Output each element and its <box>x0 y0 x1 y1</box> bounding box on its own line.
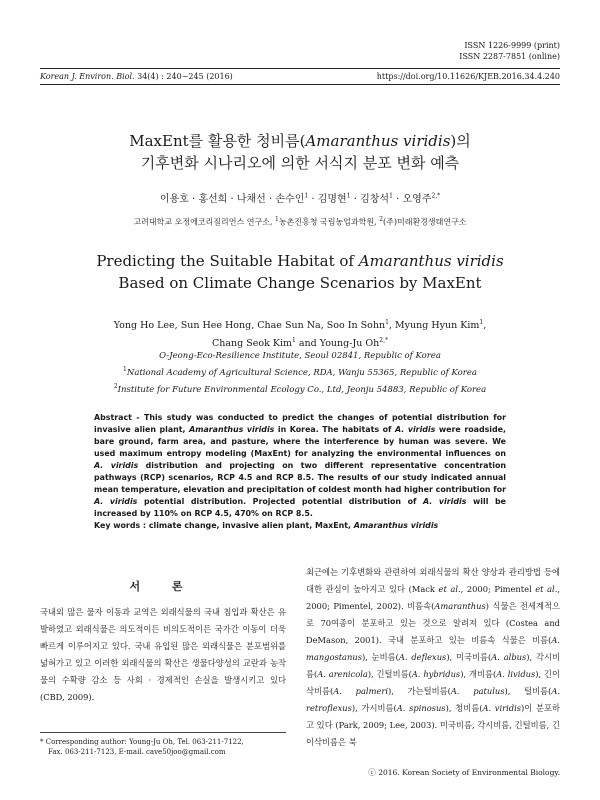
intro-paragraph-1: 국내외 많은 물자 이동과 교역은 외래식물의 국내 침입과 확산은 유발하였고 외래식물은 의도적이든 비의도적이든 국가간 이동이 더욱 빠르게 이루어지고 있다. 국내 유입된 많은 외래식물은 분포범위를 넓혀가고 있고 이러한 외래식물의 확산은 생물다양성의 교란과 농작물의 수확량 감소 등 사회 · 경제적인 손실을 발생시키고 있다 (CBD, 2009). <box>40 607 286 702</box>
section-heading-intro: 서 론 <box>129 580 197 593</box>
journal-citation <box>40 69 233 84</box>
keywords: Key words : climate change, invasive alien plant, MaxEnt, Amaranthus viridis <box>94 521 439 530</box>
affiliation-2: $^2$Institute for Future Environmental Ecology Co., Ltd, Jeonju 54883, Republic of Korea <box>113 382 487 395</box>
journal-volume-pages: 34(4) : 240~245 (2016) <box>137 72 233 81</box>
intro-left-column <box>40 578 286 706</box>
korean-title: MaxEnt를 활용한 청비름(Amaranthus viridis)의 기후변화 시나리오에 의한 서식지 분포 변화 예측 <box>129 132 471 172</box>
issn-block <box>459 40 560 62</box>
issn-online: ISSN 2287-7851 (online) <box>459 52 560 61</box>
english-title: Predicting the Suitable Habitat of Amaranthus viridis Based on Climate Change Scenarios by MaxEnt <box>96 252 504 292</box>
affiliation-0: O-Jeong-Eco-Resilience Institute, Seoul 02841, Republic of Korea <box>159 351 441 361</box>
journal-name: Korean J. Environ. Biol. <box>40 72 135 81</box>
corresponding-author-footnote: * Corresponding author: Young-Ju Oh, Tel. 063-211-7122, Fax. 063-211-7123, E-mail. cave50joo@gmail.com <box>40 732 286 757</box>
affiliation-1: $^1$National Academy of Agricultural Science, RDA, Wanju 55365, Republic of Korea <box>123 366 477 378</box>
korean-affiliations: 고려대학교 오정에코리질리언스 연구소, $^1$농촌진흥청 국립농업과학원, $^2$(주)미래환경생태연구소 <box>133 216 467 227</box>
korean-authors: 이용호 · 홍선희 · 나채선 · 손수인$^1$ · 김명현$^1$ · 김창석$^1$ · 오영주$^{2,*}$ <box>159 192 441 205</box>
abstract: Abstract - This study was conducted to predict the changes of potential distribution for invasive alien plant, Amaranthus viridis in Korea. The habitats of A. viridis were roadside, bare ground, farm area, and pasture, where the interference by human was severe. We used maximum entropy modeling (MaxEnt) for analyzing the environmental influences on A. viridis distribution and projecting on two different representative concentration pathways (RCP) scenarios, RCP 4.5 and RCP 8.5. The results of our study indicated annual mean temperature, elevation and precipitation of coldest month had higher contribution for A. viridis potential distribution. Projected potential distribution of A. viridis will be increased by 110% on RCP 4.5, 470% on RCP 8.5. <box>94 413 507 518</box>
journal-header-bar <box>40 68 560 85</box>
english-affiliations <box>40 350 560 397</box>
issn-print: ISSN 1226-9999 (print) <box>464 41 560 50</box>
english-authors: Yong Ho Lee, Sun Hee Hong, Chae Sun Na, Soo In Sohn$^1$, Myung Hyun Kim$^1$, Chang Seok Kim$^1$ and Young-Ju $Oh^{2,*}$ <box>113 319 487 350</box>
intro-paragraph-2: 최근에는 기후변화와 관련하여 외래식물의 확산 양상과 관리방법 등에 대한 관심이 높아지고 있다 (Mack et al., 2000; Pimentel et al., 2000; Pimentel, 2002). 비름속(Amaranthus) 식물은 전세계적으로 70여종이 분포하고 있는 것으로 알려져 있다 (Costea and DeMason, 2001). 국내 분포하고 있는 비름속 식물은 비름(A. mangostanus), 눈비름(A. deflexus), 미국비름(A. albus), 각시비름(A. arenicola), 긴털비름(A. hybridus), 개비름(A. lividus), 긴이삭비름(A. palmeri), 가는털비름(A. patulus), 털비름(A. retroflexus), 가시비름(A. spinosus), 청비름(A. viridis)이 분포하고 있다 (Park, 2009; Lee, 2003). 미국비름, 각시비름, 긴털비름, 긴이삭비름은 북 <box>306 567 561 747</box>
doi-link[interactable]: https://doi.org/10.11626/KJEB.2016.34.4.240 <box>376 72 560 81</box>
intro-right-column <box>306 564 560 751</box>
copyright: ⓒ 2016. Korean Society of Environmental Biology. <box>368 768 560 777</box>
